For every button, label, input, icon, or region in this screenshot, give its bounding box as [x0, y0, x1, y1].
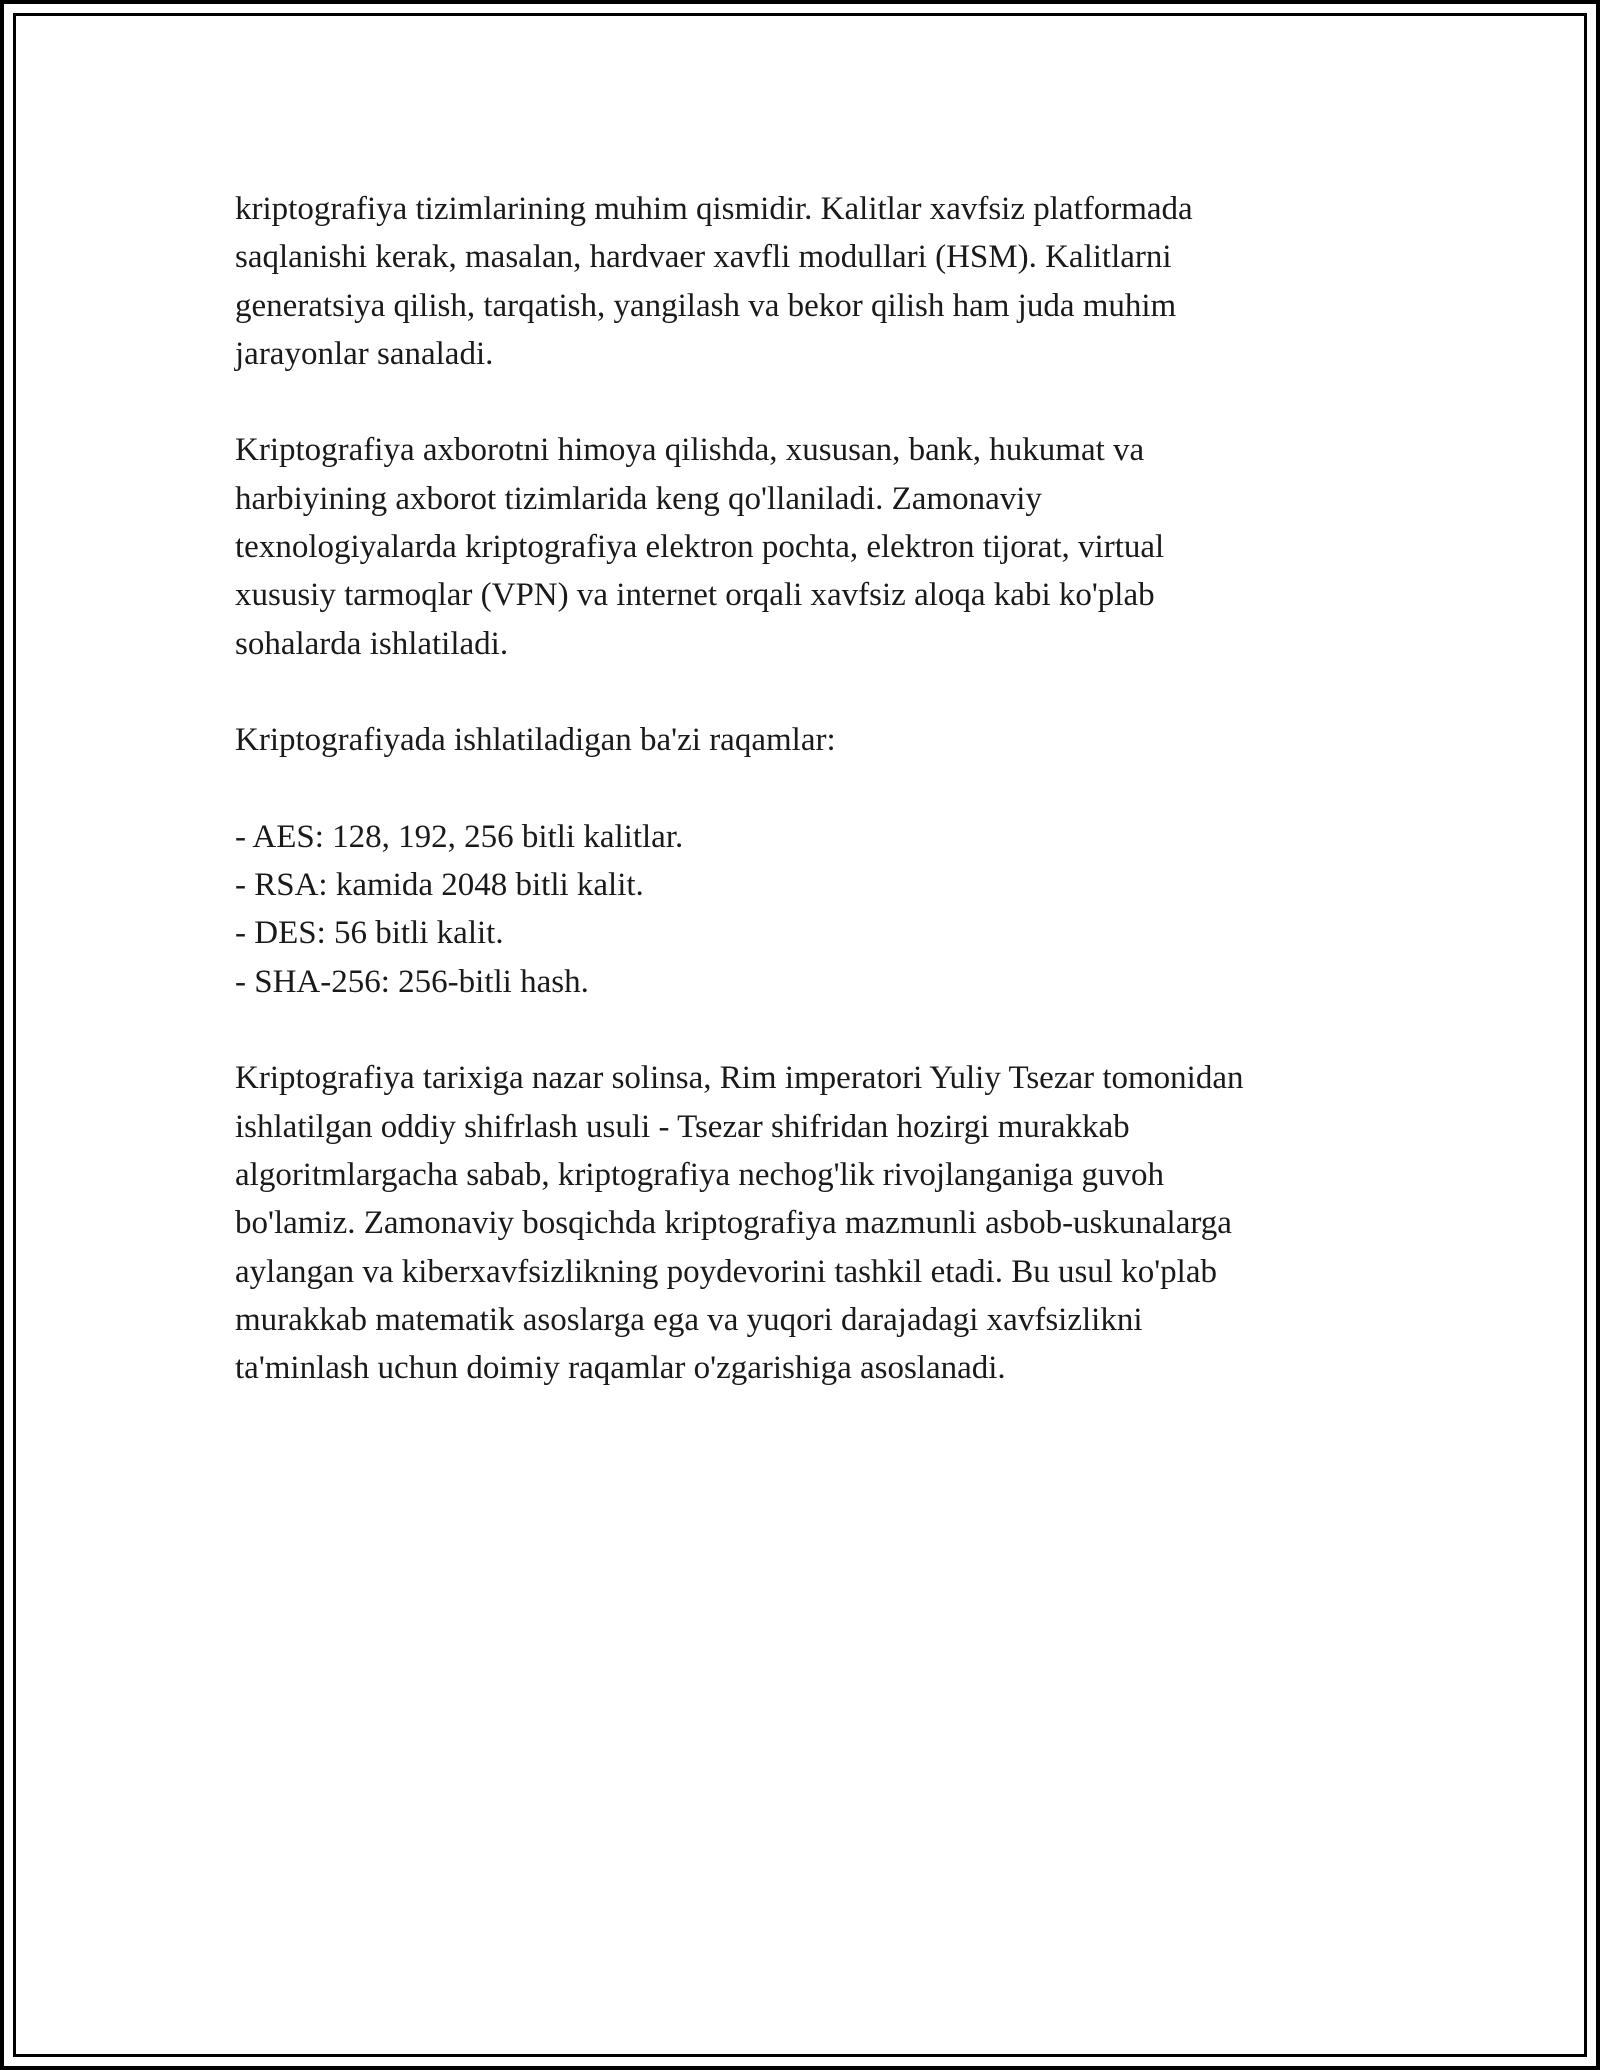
list-item-des: - DES: 56 bitli kalit. — [235, 915, 504, 952]
paragraph-key-management: kriptografiya tizimlarining muhim qismidir. Kalitlar xavfsiz platformada saqlanishi kerak, masalan, hardvaer xavfli modullari (HSM). Kalitlarni generatsiya qilish, tarqatish, yangilash va bekor qilish ham juda muhim jarayonlar sanaladi. — [235, 191, 1193, 372]
paragraph-history: Kriptografiya tarixiga nazar solinsa, Rim imperatori Yuliy Tsezar tomonidan ishlatilgan oddiy shifrlash usuli - Tsezar shifridan hozirgi murakkab algoritmlargacha sabab, kriptografiya nechog'lik rivojlanganiga guvoh bo'lamiz. Zamonaviy bosqichda kriptografiya mazmunli asbob-uskunalarga aylangan va kiberxavfsizlikning poydevorini tashkil etadi. Bu usul ko'plab murakkab matematik asoslarga ega va yuqori darajadagi xavfsizlikni ta'minlash uchun doimiy raqamlar o'zgarishiga asoslanadi. — [235, 1060, 1244, 1387]
list-item-aes: - AES: 128, 192, 256 bitli kalitlar. — [235, 818, 684, 855]
numbers-list — [235, 813, 1395, 1006]
paragraph-numbers-intro: Kriptografiyada ishlatiladigan ba'zi raqamlar: — [235, 722, 836, 759]
document-body — [235, 185, 1395, 1441]
list-item-sha256: - SHA-256: 256-bitli hash. — [235, 963, 589, 1000]
list-item-rsa: - RSA: kamida 2048 bitli kalit. — [235, 867, 644, 904]
paragraph-applications: Kriptografiya axborotni himoya qilishda, xususan, bank, hukumat va harbiyining axborot tizimlarida keng qo'llaniladi. Zamonaviy texnologiyalarda kriptografiya elektron pochta, elektron tijorat, virtual xususiy tarmoqlar (VPN) va internet orqali xavfsiz aloqa kabi ko'plab sohalarda ishlatiladi. — [235, 432, 1165, 662]
